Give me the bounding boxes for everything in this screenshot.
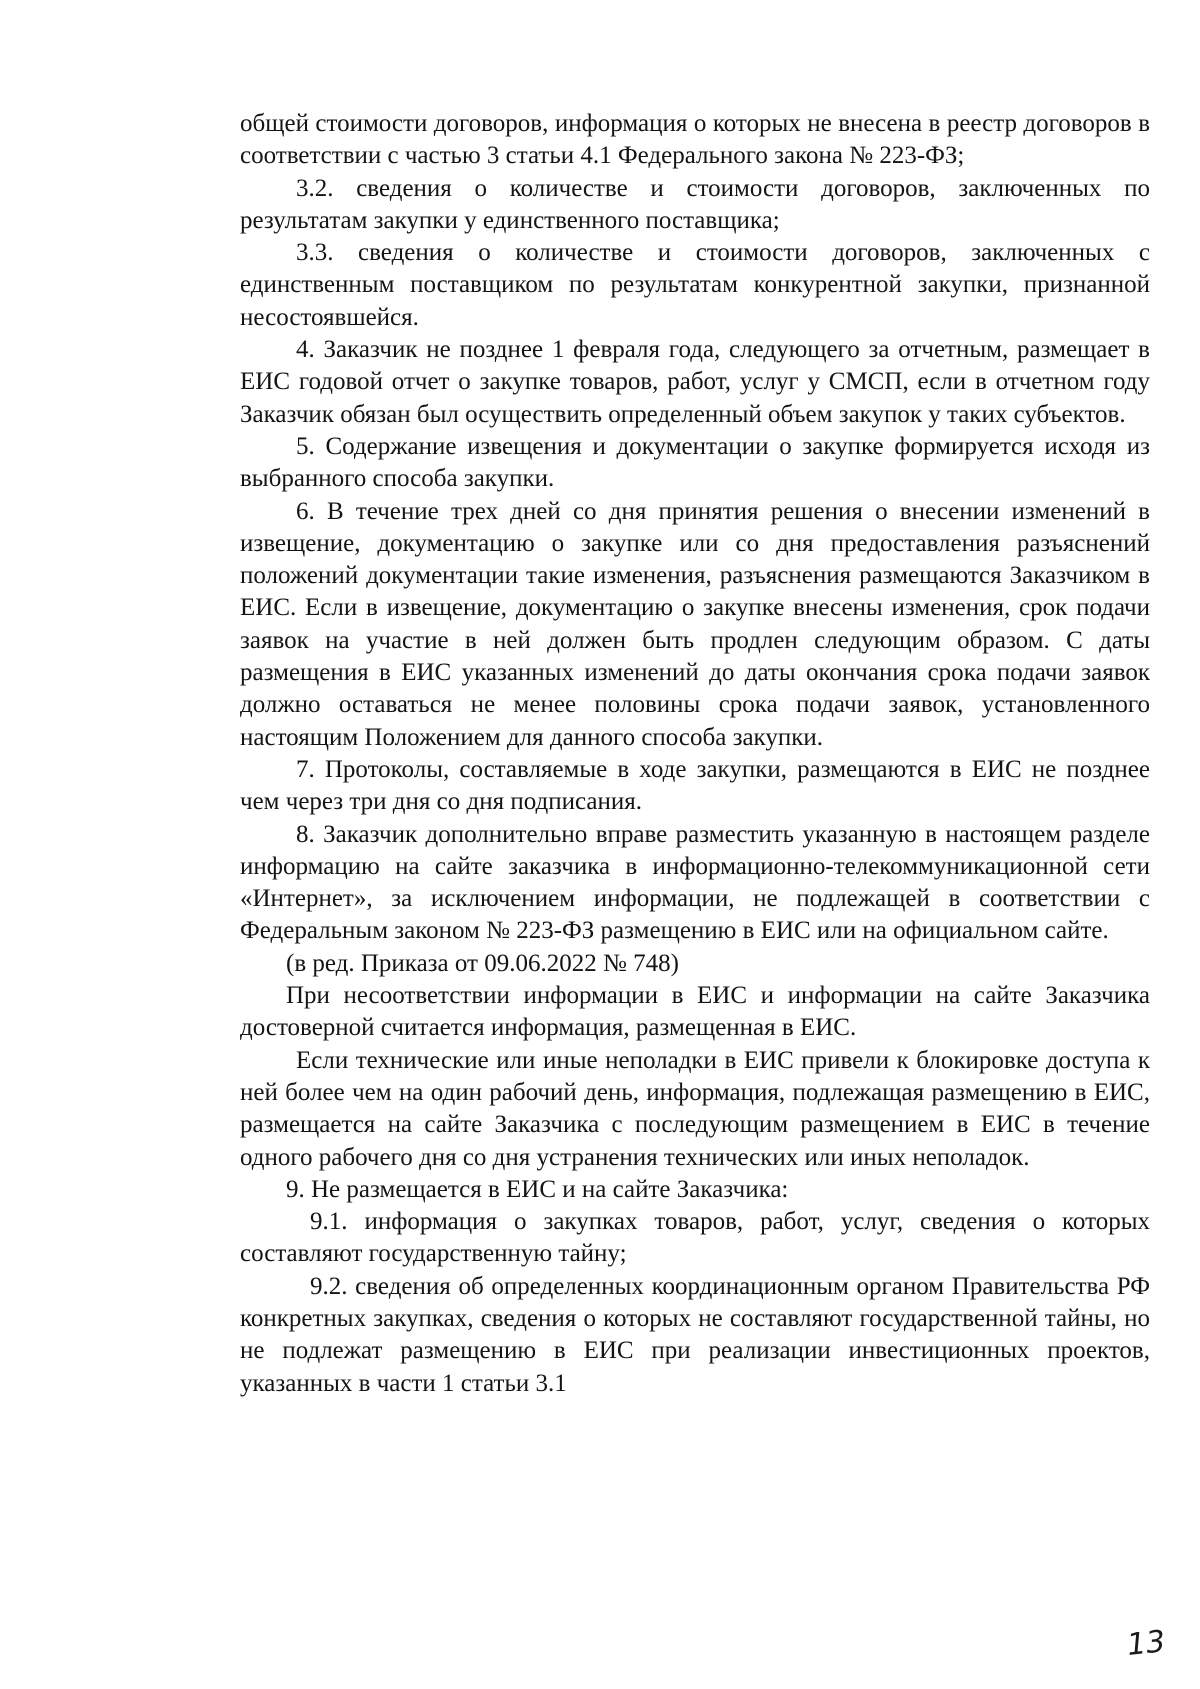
paragraph-6: 6. В течение трех дней со дня принятия решения о внесении изменений в извещение, документацию о закупке или со дня предоставления разъяснений положений документации такие изменения, разъяснения размещаются Заказчиком в ЕИС. Если в извещение, документацию о закупке внесены изменения, срок подачи заявок на участие в ней должен быть продлен следующим образом. С даты размещения в ЕИС указанных изменений до даты окончания срока подачи заявок должно оставаться не менее половины срока подачи заявок, установленного настоящим Положением для данного способа закупки. — [240, 497, 1150, 751]
amendment-note: (в ред. Приказа от 09.06.2022 № 748) — [286, 949, 679, 977]
document-body — [240, 108, 1150, 1400]
handwritten-page-number: 13 — [1125, 1624, 1167, 1663]
paragraph-4: 4. Заказчик не позднее 1 февраля года, следующего за отчетным, размещает в ЕИС годовой отчет о закупке товаров, работ, услуг у СМСП, если в отчетном году Заказчик обязан был осуществить определенный объем закупок у таких субъектов. — [240, 336, 1150, 428]
paragraph-7: 7. Протоколы, составляемые в ходе закупки, размещаются в ЕИС не позднее чем через три дня со дня подписания. — [240, 755, 1150, 816]
paragraph-8: 8. Заказчик дополнительно вправе разместить указанную в настоящем разделе информацию на сайте заказчика в информационно-телекоммуникационной сети «Интернет», за исключением информации, не подлежащей в соответствии с Федеральным законом № 223-ФЗ размещению в ЕИС или на официальном сайте. — [240, 820, 1150, 945]
paragraph-9-2: 9.2. сведения об определенных координационным органом Правительства РФ конкретных закупках, сведения о которых не составляют государственной тайны, но не подлежат размещению в ЕИС при реализации инвестиционных проектов, указанных в части 1 статьи 3.1 — [240, 1272, 1150, 1397]
paragraph-3-3: 3.3. сведения о количестве и стоимости договоров, заключенных с единственным поставщиком по результатам конкурентной закупки, признанной несостоявшейся. — [240, 239, 1150, 331]
paragraph-technical-issues: Если технические или иные неполадки в ЕИС привели к блокировке доступа к ней более чем на один рабочий день, информация, подлежащая размещению в ЕИС, размещается на сайте Заказчика с последующим размещением в ЕИС в течение одного рабочего дня со дня устранения технических или иных неполадок. — [240, 1046, 1150, 1171]
paragraph-5: 5. Содержание извещения и документации о закупке формируется исходя из выбранного способа закупки. — [240, 432, 1150, 493]
paragraph-9: 9. Не размещается в ЕИС и на сайте Заказчика: — [286, 1175, 789, 1203]
paragraph-inconsistency: При несоответствии информации в ЕИС и информации на сайте Заказчика достоверной считается информация, размещенная в ЕИС. — [240, 982, 1150, 1042]
paragraph-3-2: 3.2. сведения о количестве и стоимости договоров, заключенных по результатам закупки у единственного поставщика; — [240, 174, 1150, 234]
paragraph-continuation: общей стоимости договоров, информация о которых не внесена в реестр договоров в соответствии с частью 3 статьи 4.1 Федерального закона № 223-ФЗ; — [240, 110, 1150, 170]
paragraph-9-1: 9.1. информация о закупках товаров, работ, услуг, сведения о которых составляют государственную тайну; — [240, 1208, 1150, 1268]
